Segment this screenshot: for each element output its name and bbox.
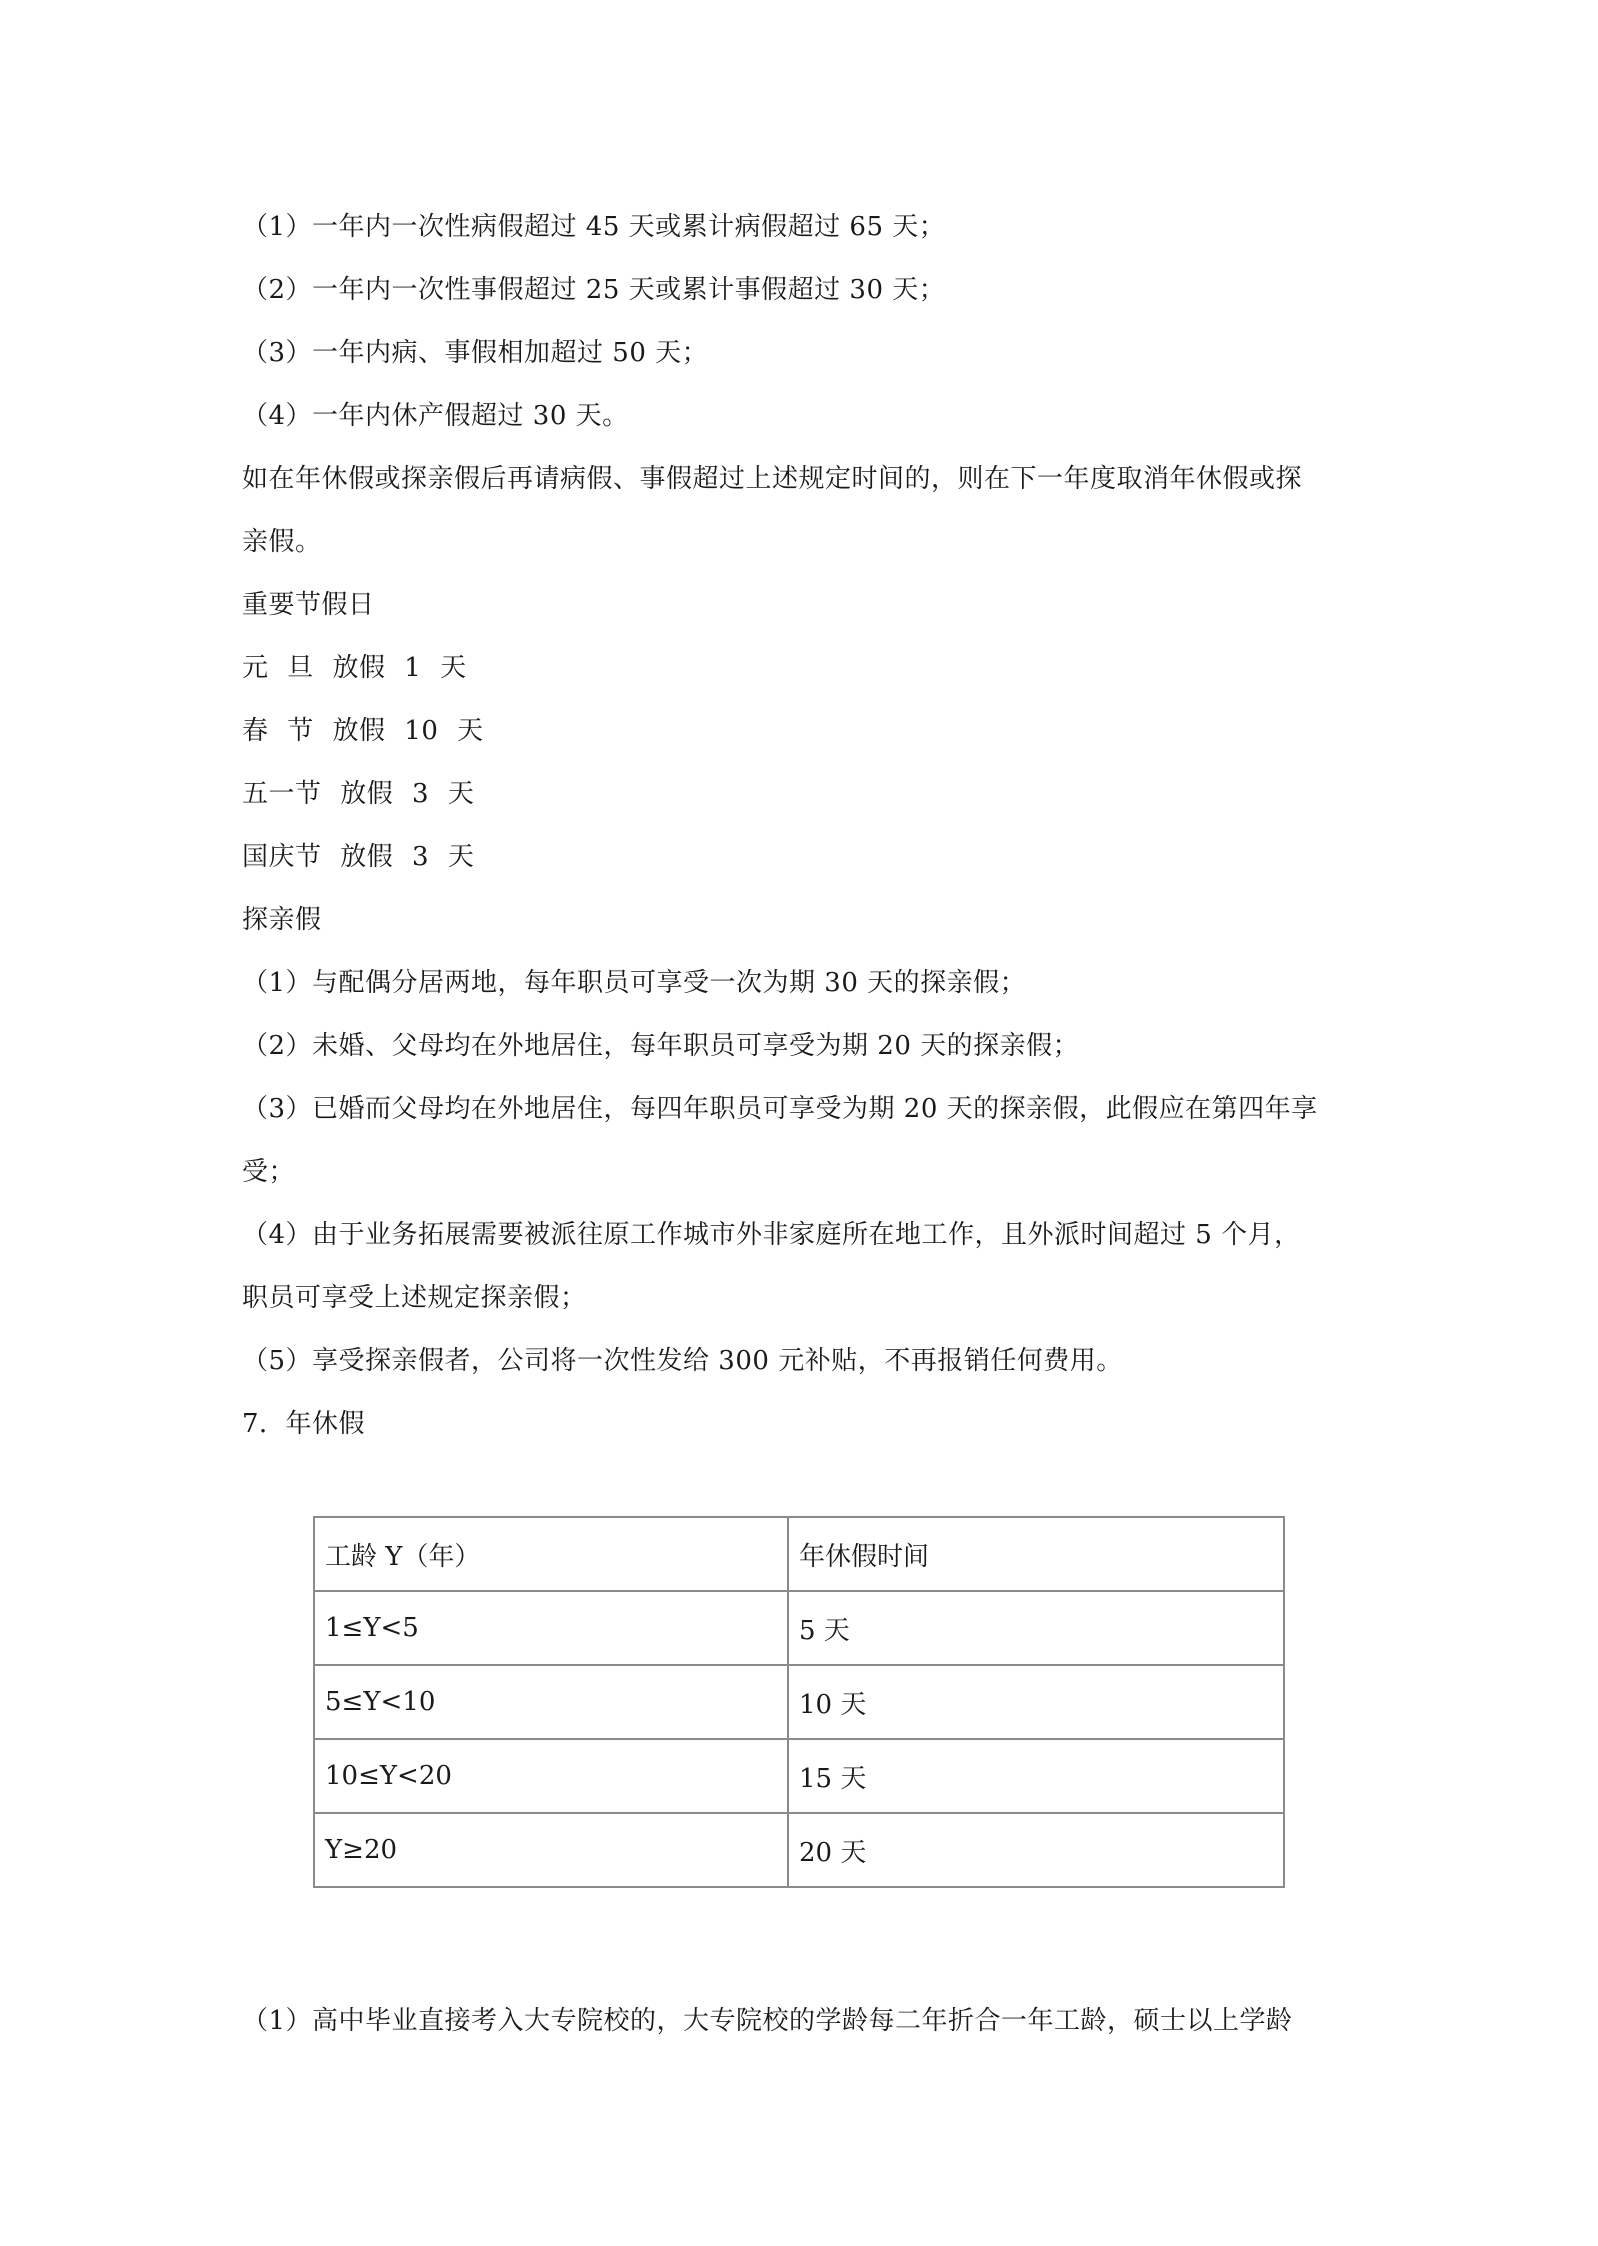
table-cell-leave-days: 5 天 xyxy=(788,1591,1284,1665)
cancel-rule-line-1: 如在年休假或探亲假后再请病假、事假超过上述规定时间的，则在下一年度取消年休假或探 xyxy=(242,464,1303,494)
table-cell-seniority: Y≥20 xyxy=(314,1813,788,1887)
table-cell-leave-days: 15 天 xyxy=(788,1739,1284,1813)
table-cell-seniority: 10≤Y<20 xyxy=(314,1739,788,1813)
family-leave-heading: 探亲假 xyxy=(242,905,322,935)
table-row xyxy=(314,1813,1284,1887)
table-cell-leave-days: 10 天 xyxy=(788,1665,1284,1739)
family-leave-item-2: （2）未婚、父母均在外地居住，每年职员可享受为期 20 天的探亲假； xyxy=(242,1031,1080,1061)
annual-leave-table xyxy=(313,1516,1285,1888)
sick-leave-rule-3: （3）一年内病、事假相加超过 50 天； xyxy=(242,338,709,368)
holiday-spring-festival: 春 节 放假 10 天 xyxy=(242,716,484,746)
table-header-leave-days: 年休假时间 xyxy=(788,1517,1284,1591)
sick-leave-rule-4: （4）一年内休产假超过 30 天。 xyxy=(242,401,629,431)
family-leave-item-1: （1）与配偶分居两地，每年职员可享受一次为期 30 天的探亲假； xyxy=(242,968,1027,998)
holiday-labor-day: 五一节 放假 3 天 xyxy=(242,779,475,809)
table-row xyxy=(314,1739,1284,1813)
family-leave-item-5: （5）享受探亲假者，公司将一次性发给 300 元补贴，不再报销任何费用。 xyxy=(242,1346,1123,1376)
sick-leave-rule-2: （2）一年内一次性事假超过 25 天或累计事假超过 30 天； xyxy=(242,275,946,305)
table-header-seniority: 工龄 Y（年） xyxy=(314,1517,788,1591)
annual-leave-heading: 7．年休假 xyxy=(242,1409,366,1439)
family-leave-item-4-line-1: （4）由于业务拓展需要被派往原工作城市外非家庭所在地工作，且外派时间超过 5 个月， xyxy=(242,1220,1301,1250)
table-row xyxy=(314,1591,1284,1665)
table-cell-seniority: 5≤Y<10 xyxy=(314,1665,788,1739)
family-leave-item-3-line-1: （3）已婚而父母均在外地居住，每四年职员可享受为期 20 天的探亲假，此假应在第四年享 xyxy=(242,1094,1318,1124)
sick-leave-rule-1: （1）一年内一次性病假超过 45 天或累计病假超过 65 天； xyxy=(242,212,946,242)
holiday-new-year: 元 旦 放假 1 天 xyxy=(242,653,467,683)
annual-leave-note-1: （1）高中毕业直接考入大专院校的，大专院校的学龄每二年折合一年工龄，硕士以上学龄 xyxy=(242,2006,1293,2036)
table-header-row xyxy=(314,1517,1284,1591)
family-leave-item-3-line-2: 受； xyxy=(242,1157,296,1187)
family-leave-item-4-line-2: 职员可享受上述规定探亲假； xyxy=(242,1283,587,1313)
holiday-national-day: 国庆节 放假 3 天 xyxy=(242,842,475,872)
table-row xyxy=(314,1665,1284,1739)
holidays-heading: 重要节假日 xyxy=(242,590,375,620)
cancel-rule-line-2: 亲假。 xyxy=(242,527,322,557)
table-cell-seniority: 1≤Y<5 xyxy=(314,1591,788,1665)
table-cell-leave-days: 20 天 xyxy=(788,1813,1284,1887)
